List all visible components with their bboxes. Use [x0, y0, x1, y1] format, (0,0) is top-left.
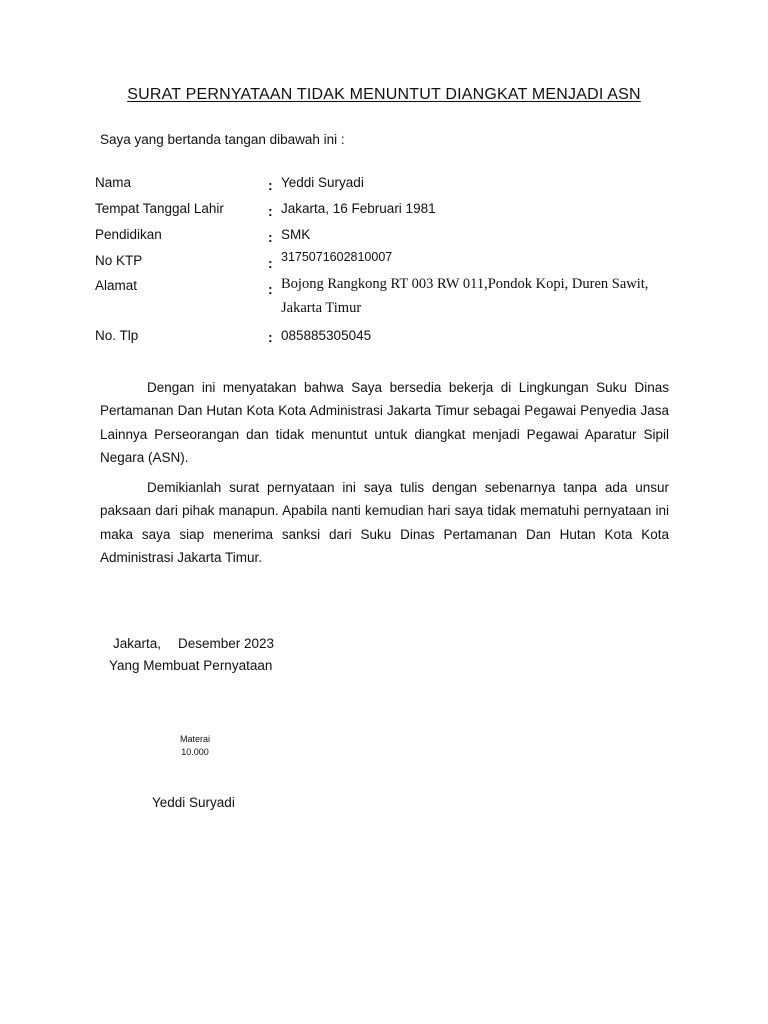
document-title: SURAT PERNYATAAN TIDAK MENUNTUT DIANGKAT MENJADI ASN [127, 86, 641, 103]
intro-text: Saya yang bertanda tangan dibawah ini : [100, 132, 345, 147]
field-value-alamat-line2: Jakarta Timur [281, 300, 362, 316]
place-date-line [113, 636, 275, 651]
field-colon: : [268, 177, 273, 193]
signature-place: Jakarta, [113, 636, 162, 651]
signer-caption: Yang Membuat Pernyataan [109, 658, 273, 673]
field-value-pendidikan: SMK [281, 227, 311, 242]
signer-name: Yeddi Suryadi [152, 795, 235, 810]
field-label-tlp: No. Tlp [95, 328, 139, 343]
field-value-ttl: Jakarta, 16 Februari 1981 [281, 201, 436, 216]
field-value-ktp: 3175071602810007 [281, 250, 393, 264]
stamp-value: 10.000 [181, 747, 209, 757]
field-colon: : [268, 329, 273, 345]
materai-stamp [150, 733, 240, 759]
field-label-ttl: Tempat Tanggal Lahir [95, 201, 224, 216]
field-colon: : [268, 203, 273, 219]
closing-paragraph: Demikianlah surat pernyataan ini saya tulis dengan sebenarnya tanpa ada unsur paksaan dari pihak manapun. Apabila nanti kemudian hari saya tidak mematuhi pernyataan ini maka saya siap menerima sanksi dari Suku Dinas Pertamanan Dan Hutan Kota Kota Administrasi Jakarta Timur. [100, 480, 669, 565]
field-label-ktp: No KTP [95, 253, 143, 268]
signature-date: Desember 2023 [178, 636, 275, 651]
field-value-tlp: 085885305045 [281, 328, 372, 343]
field-value-alamat-line1: Bojong Rangkong RT 003 RW 011,Pondok Kopi, Duren Sawit, [281, 276, 649, 292]
field-colon: : [268, 281, 273, 297]
stamp-label: Materai [179, 734, 210, 744]
field-value-nama: Yeddi Suryadi [281, 175, 364, 190]
field-colon: : [268, 229, 273, 245]
field-label-nama: Nama [95, 175, 132, 190]
field-label-pendidikan: Pendidikan [95, 227, 162, 242]
field-label-alamat: Alamat [95, 278, 138, 293]
statement-paragraph: Dengan ini menyatakan bahwa Saya bersedia bekerja di Lingkungan Suku Dinas Pertamanan Dan Hutan Kota Kota Administrasi Jakarta Timur sebagai Pegawai Penyedia Jasa Lainnya Perseorangan dan tidak menuntut untuk diangkat menjadi Pegawai Aparatur Sipil Negara (ASN). [100, 380, 669, 465]
field-colon: : [268, 255, 273, 271]
